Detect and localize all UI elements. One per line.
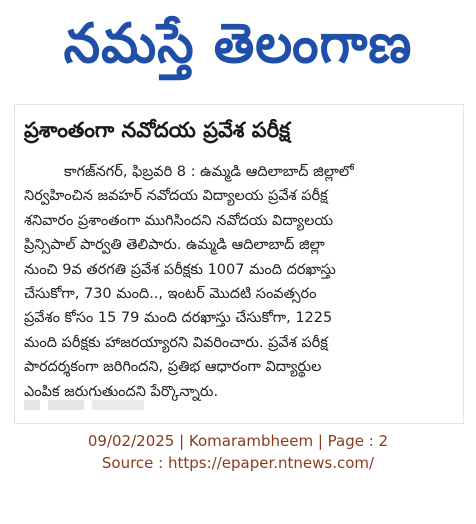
article-headline: ప్రశాంతంగా నవోదయ ప్రవేశ పరీక్ష bbox=[24, 118, 291, 142]
edition-info: 09/02/2025 | Komarambheem | Page : 2 bbox=[87, 432, 389, 450]
article-line: పారదర్శకంగా జరిగిందని, ప్రతిభ ఆధారంగా విద్యార్థుల bbox=[24, 359, 322, 376]
source-link[interactable]: Source : https://epaper.ntnews.com/ bbox=[101, 454, 375, 472]
article-body bbox=[24, 160, 452, 404]
article-line: నిర్వహించిన జవహర్ నవోదయ విద్యాలయ ప్రవేశ పరీక్ష bbox=[24, 188, 328, 205]
newspaper-logo: నమస్తే తెలంగాణ bbox=[63, 12, 413, 76]
article-line: ప్రిన్సిపాల్ పార్వతి తెలిపారు. ఉమ్మడి ఆదిలాబాద్ జిల్లా bbox=[24, 237, 325, 254]
cut-off-text-remnant bbox=[24, 400, 224, 410]
masthead bbox=[0, 0, 476, 88]
article-line: ఎంపిక జరుగుతుందని పేర్కొన్నారు. bbox=[24, 383, 219, 400]
article-line: ప్రవేశం కోసం 15 79 మంది దరఖాస్తు చేసుకోగా, 1225 bbox=[24, 310, 333, 327]
article-line: కాగజ్‌నగర్, ఫిబ్రవరి 8 : ఉమ్మడి ఆదిలాబాద్ జిల్లాలో bbox=[64, 164, 354, 180]
article-line: మంది పరీక్షకు హాజరయ్యారని వివరించారు. ప్రవేశ పరీక్ష bbox=[24, 334, 328, 351]
footer bbox=[0, 430, 476, 474]
article-line: నుంచి 9వ తరగతి ప్రవేశ పరీక్షకు 1007 మంది దరఖాస్తు bbox=[24, 261, 336, 278]
article-line: చేసుకోగా, 730 మంది.., ఇంటర్ మొదటి సంవత్సరం bbox=[24, 286, 317, 303]
article-line: శనివారం ప్రశాంతంగా ముగిసిందని నవోదయ విద్యాలయ bbox=[24, 212, 334, 229]
